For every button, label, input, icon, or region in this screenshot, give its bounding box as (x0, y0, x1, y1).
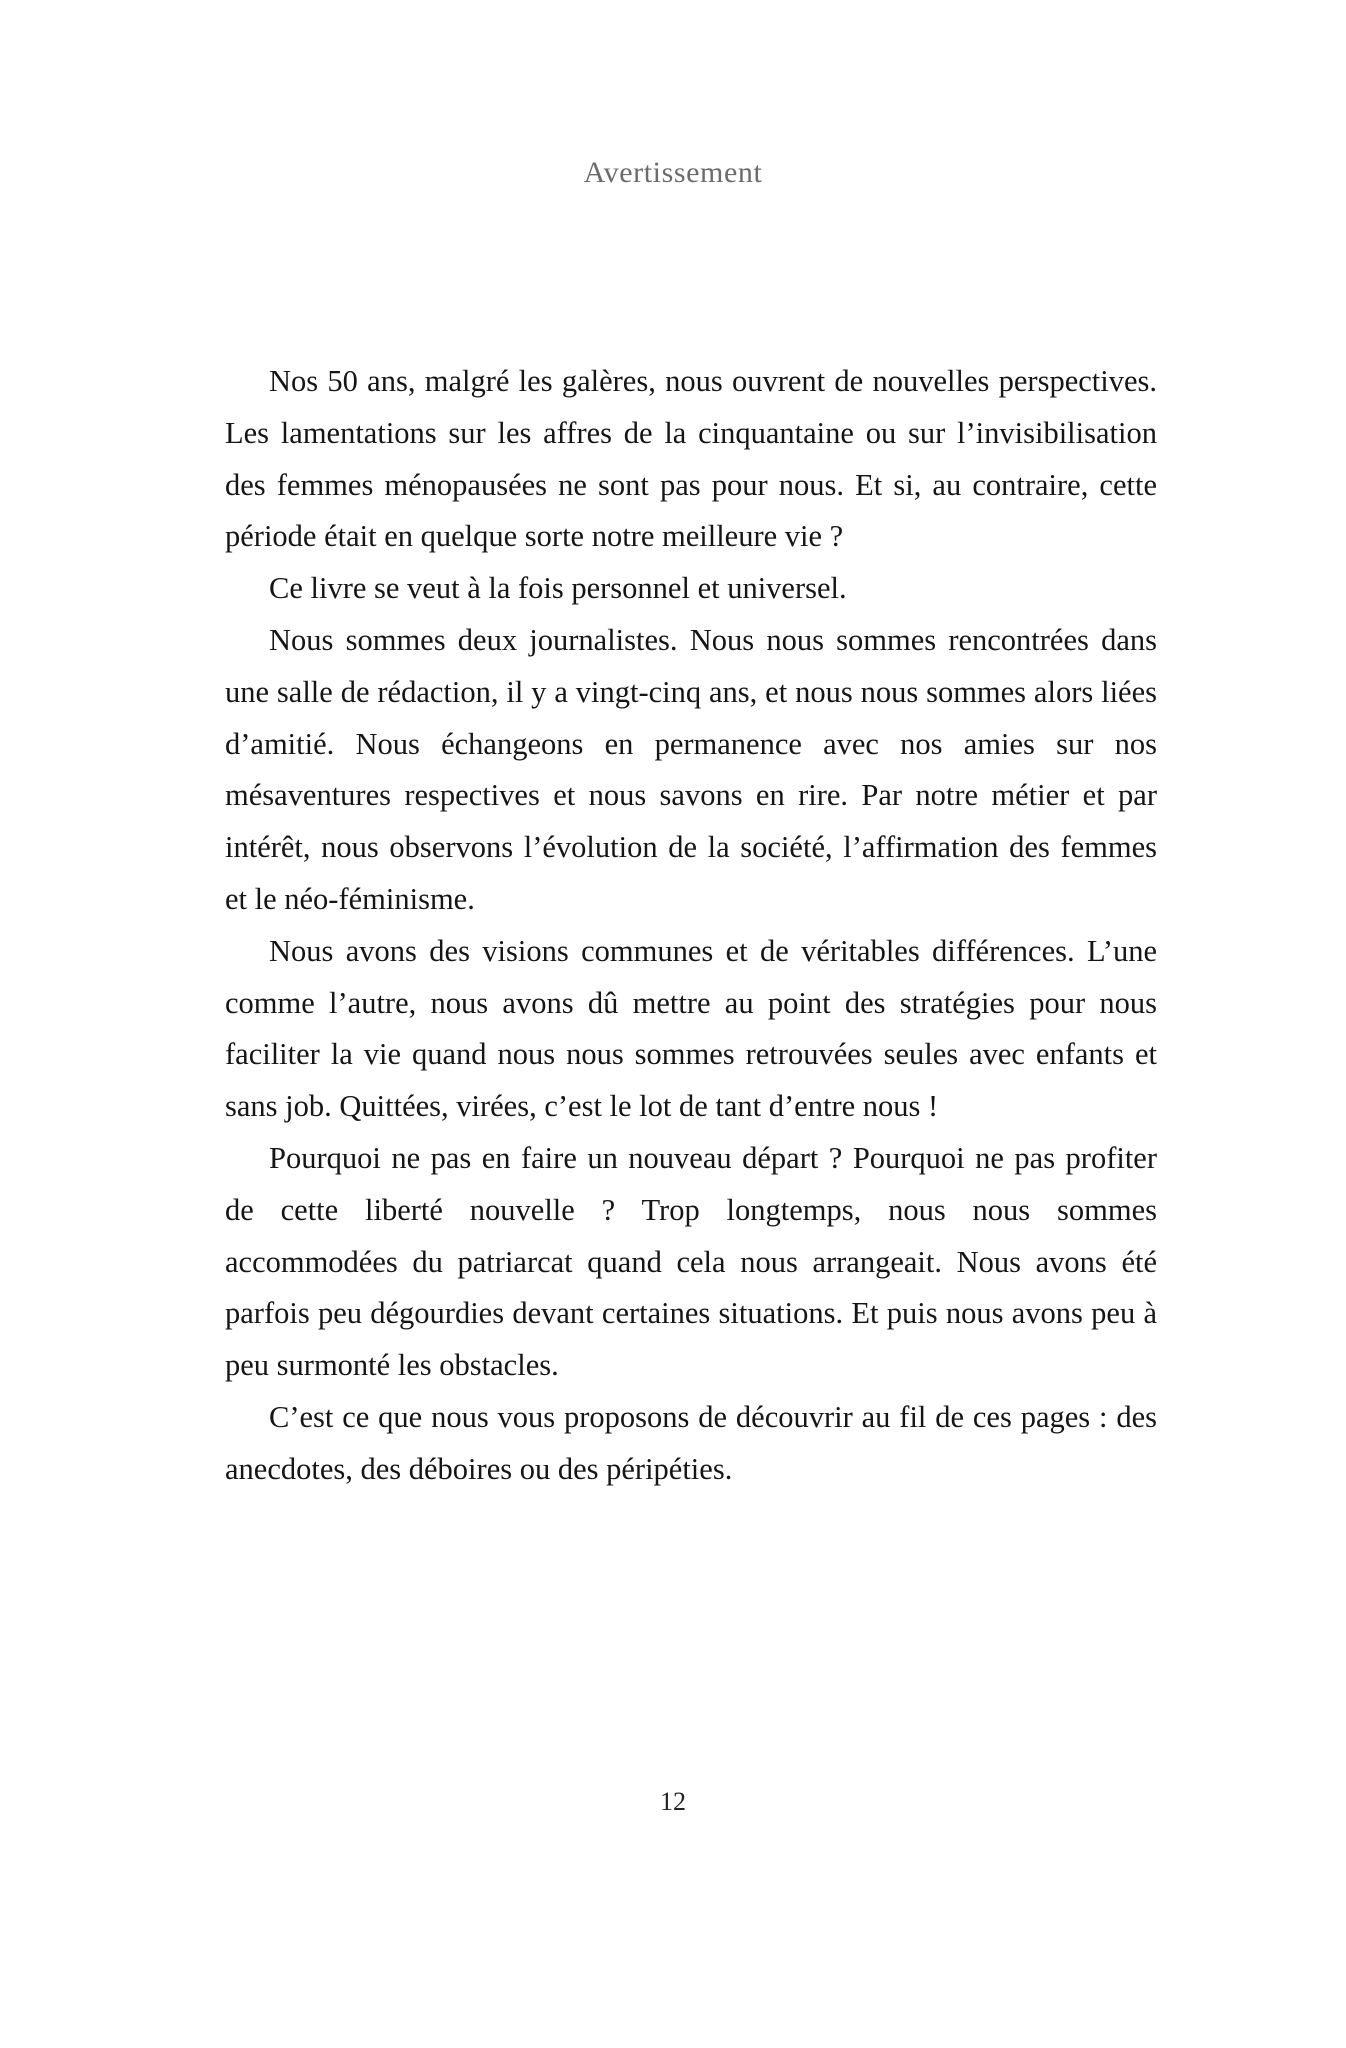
paragraph: Ce livre se veut à la fois personnel et universel. (269, 571, 847, 606)
paragraph: Nous avons des visions communes et de véritables différences. L’une comme l’autre, nous avons dû mettre au point des stratégies pour nous faciliter la vie quand nous nous sommes retrouvées seules avec enfants et sans job. Quittées, virées, c’est le lot de tant d’entre nous ! (225, 933, 1157, 1124)
page-number: 12 (660, 1787, 686, 1816)
paragraph: C’est ce que nous vous proposons de découvrir au fil de ces pages : des anecdotes, des déboires ou des péripéties. (225, 1399, 1157, 1486)
body-text-block (225, 356, 1157, 1496)
paragraph: Nous sommes deux journalistes. Nous nous sommes rencontrées dans une salle de rédaction, il y a vingt-cinq ans, et nous nous sommes alors liées d’amitié. Nous échangeons en permanence avec nos amies sur nos mésaventures respectives et nous savons en rire. Par notre métier et par intérêt, nous observons l’évolution de la société, l’affirmation des femmes et le néo-féminisme. (225, 622, 1157, 916)
running-head: Avertissement (583, 156, 763, 189)
paragraph: Nos 50 ans, malgré les galères, nous ouvrent de nouvelles perspectives. Les lamentations sur les affres de la cinquantaine ou sur l’invisibilisation des femmes ménopausées ne sont pas pour nous. Et si, au contraire, cette période était en quelque sorte notre meilleure vie ? (225, 364, 1157, 554)
paragraph: Pourquoi ne pas en faire un nouveau départ ? Pourquoi ne pas profiter de cette liberté nouvelle ? Trop longtemps, nous nous sommes accommodées du patriarcat quand cela nous arrangeait. Nous avons été parfois peu dégourdies devant certaines situations. Et puis nous avons peu à peu surmonté les obstacles. (225, 1140, 1157, 1383)
